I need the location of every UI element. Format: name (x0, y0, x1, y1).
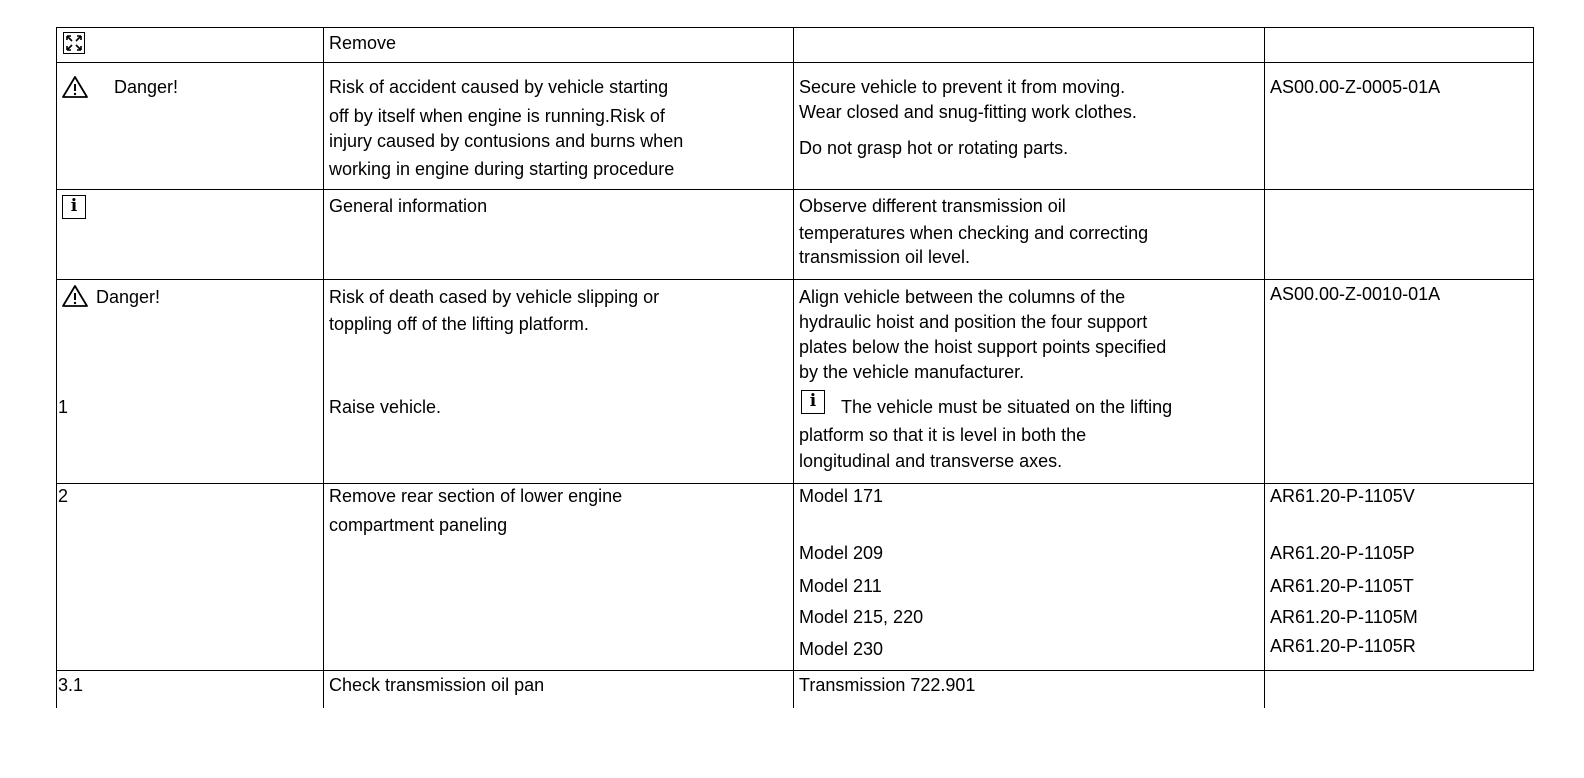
transmission-label: Transmission 722.901 (799, 675, 976, 695)
document-reference[interactable]: AR61.20-P-1105P (1270, 543, 1415, 563)
column-divider (1264, 27, 1265, 708)
document-reference[interactable]: AR61.20-P-1105M (1270, 607, 1418, 627)
step-number: 3.1 (58, 675, 84, 695)
document-reference[interactable]: AS00.00-Z-0010-01A (1270, 284, 1441, 304)
risk-text-line: working in engine during starting procedure (329, 159, 675, 179)
column-divider (323, 27, 324, 708)
danger-label: Danger! (96, 287, 161, 307)
instruction-line: plates below the hoist support points specified (799, 337, 1167, 357)
table-border-right (1533, 27, 1534, 670)
row-divider (56, 27, 1534, 28)
step-action: Raise vehicle. (329, 397, 442, 417)
step-number: 2 (58, 486, 69, 506)
instruction-line: by the vehicle manufacturer. (799, 362, 1025, 382)
instruction-line: Secure vehicle to prevent it from moving. (799, 77, 1126, 97)
info-text-line: Observe different transmission oil (799, 196, 1066, 216)
column-divider (793, 27, 794, 708)
step-action: Check transmission oil pan (329, 675, 545, 695)
note-line: platform so that it is level in both the (799, 425, 1087, 445)
row-divider (56, 189, 1534, 190)
info-icon: i (62, 195, 86, 219)
warning-icon (61, 75, 89, 99)
model-label: Model 209 (799, 543, 884, 563)
document-reference[interactable]: AR61.20-P-1105R (1270, 636, 1416, 656)
document-reference[interactable]: AR61.20-P-1105V (1270, 486, 1415, 506)
step-number: 1 (58, 397, 69, 417)
step-action-line: Remove rear section of lower engine (329, 486, 623, 506)
expand-icon (63, 32, 85, 54)
note-line: longitudinal and transverse axes. (799, 451, 1063, 471)
risk-text-line: injury caused by contusions and burns when (329, 131, 684, 151)
info-text-line: transmission oil level. (799, 247, 971, 267)
info-heading: General information (329, 196, 488, 216)
risk-text-line: off by itself when engine is running.Risk of (329, 106, 665, 126)
section-heading: Remove (329, 33, 397, 53)
risk-text-line: toppling off of the lifting platform. (329, 314, 589, 334)
table-border-left (56, 27, 57, 708)
model-label: Model 215, 220 (799, 607, 924, 627)
model-label: Model 211 (799, 576, 882, 596)
row-divider (56, 62, 1534, 63)
model-label: Model 171 (799, 486, 884, 506)
warning-icon (61, 284, 89, 308)
info-text-line: temperatures when checking and correcting (799, 223, 1149, 243)
instruction-line: Wear closed and snug-fitting work clothes. (799, 102, 1137, 122)
model-label: Model 230 (799, 639, 884, 659)
instruction-line: hydraulic hoist and position the four support (799, 312, 1148, 332)
row-divider (56, 670, 1534, 671)
risk-text-line: Risk of death cased by vehicle slipping or (329, 287, 660, 307)
note-line: The vehicle must be situated on the lifting (841, 397, 1173, 417)
row-divider (56, 279, 1534, 280)
document-reference[interactable]: AS00.00-Z-0005-01A (1270, 77, 1441, 97)
instruction-line: Do not grasp hot or rotating parts. (799, 138, 1069, 158)
document-reference[interactable]: AR61.20-P-1105T (1270, 576, 1414, 596)
risk-text-line: Risk of accident caused by vehicle starting (329, 77, 669, 97)
instruction-line: Align vehicle between the columns of the (799, 287, 1126, 307)
danger-label: Danger! (114, 77, 179, 97)
procedure-table (56, 27, 1534, 708)
step-action-line: compartment paneling (329, 515, 508, 535)
info-icon: i (801, 390, 825, 414)
